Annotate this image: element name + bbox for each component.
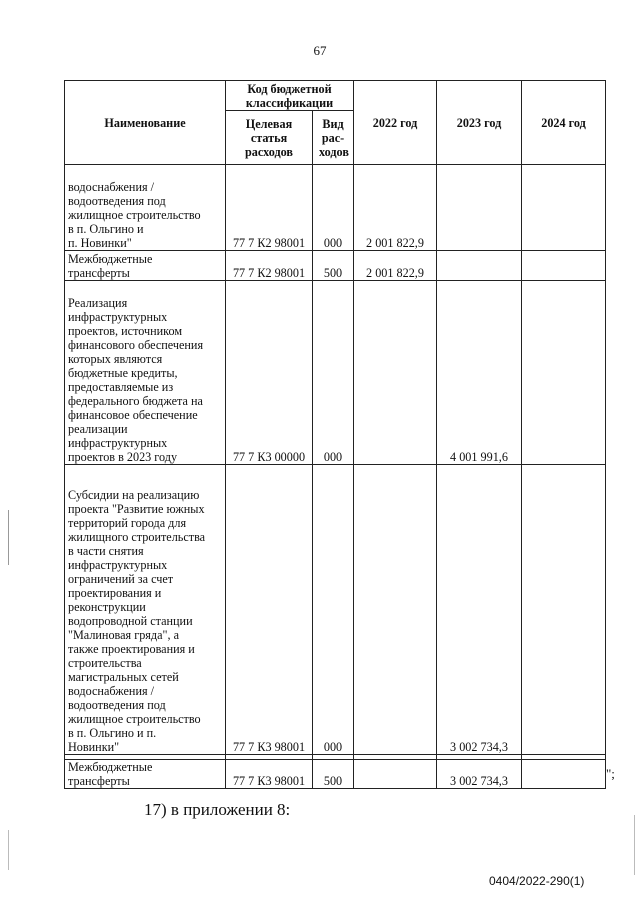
- header-name: Наименование: [65, 81, 226, 165]
- row-name: Субсидии на реализацию проекта "Развитие южных территорий города для жилищного строительства в части снятия инфраструктурных ограничений за счет проектирования и реконструкции водопроводной станции "Малиновая гряда", а также проектирования и строительства магистральных сетей водоснабжения / водоотведения под жилищное строительство в п. Ольгино и п. Новинки": [65, 465, 226, 755]
- table-row: [65, 760, 606, 789]
- document-code: 0404/2022-290(1): [489, 874, 585, 888]
- page-number: 67: [313, 43, 327, 58]
- header-2022: 2022 год: [354, 81, 437, 165]
- row-expense-kind: 500: [313, 251, 354, 281]
- budget-table: [64, 80, 606, 789]
- closing-quote-mark: ";: [606, 766, 615, 781]
- row-2023-value: [437, 165, 522, 251]
- row-expense-kind: 000: [313, 165, 354, 251]
- row-target-code: 77 7 К3 98001: [226, 465, 313, 755]
- row-name: Межбюджетные трансферты: [65, 251, 226, 281]
- header-2024: 2024 год: [522, 81, 606, 165]
- row-expense-kind: 500: [313, 760, 354, 789]
- row-2022-value: [354, 281, 437, 465]
- row-2024-value: [522, 165, 606, 251]
- section-heading: 17) в приложении 8:: [144, 800, 291, 819]
- header-target-article: Целевая статья расходов: [226, 111, 313, 165]
- row-target-code: 77 7 К3 98001: [226, 760, 313, 789]
- row-2024-value: [522, 251, 606, 281]
- row-name: Межбюджетные трансферты: [65, 760, 226, 789]
- row-expense-kind: 000: [313, 281, 354, 465]
- row-2023-value: 3 002 734,3: [437, 760, 522, 789]
- row-target-code: 77 7 К2 98001: [226, 251, 313, 281]
- header-expense-kind: Вид рас-ходов: [313, 111, 354, 165]
- table-row: [65, 251, 606, 281]
- scan-margin-mark: [8, 830, 9, 870]
- table-row: [65, 165, 606, 251]
- row-target-code: 77 7 К2 98001: [226, 165, 313, 251]
- row-2023-value: 4 001 991,6: [437, 281, 522, 465]
- row-name: водоснабжения / водоотведения под жилищное строительство в п. Ольгино и п. Новинки": [65, 165, 226, 251]
- row-2022-value: 2 001 822,9: [354, 251, 437, 281]
- row-2022-value: 2 001 822,9: [354, 165, 437, 251]
- row-2023-value: 3 002 734,3: [437, 465, 522, 755]
- header-2023: 2023 год: [437, 81, 522, 165]
- header-code-group: Код бюджетной классификации: [226, 81, 354, 111]
- scan-margin-mark: [8, 510, 9, 565]
- row-2022-value: [354, 465, 437, 755]
- scan-margin-mark: [634, 815, 635, 875]
- row-target-code: 77 7 К3 00000: [226, 281, 313, 465]
- row-2023-value: [437, 251, 522, 281]
- table-row: [65, 465, 606, 755]
- row-2024-value: [522, 281, 606, 465]
- row-name: Реализация инфраструктурных проектов, источником финансового обеспечения которых являются бюджетные кредиты, предоставляемые из федерального бюджета на финансовое обеспечение реализации инфраструктурных проектов в 2023 году: [65, 281, 226, 465]
- row-2024-value: [522, 465, 606, 755]
- row-2024-value: [522, 760, 606, 789]
- row-2022-value: [354, 760, 437, 789]
- table-row: [65, 281, 606, 465]
- row-expense-kind: 000: [313, 465, 354, 755]
